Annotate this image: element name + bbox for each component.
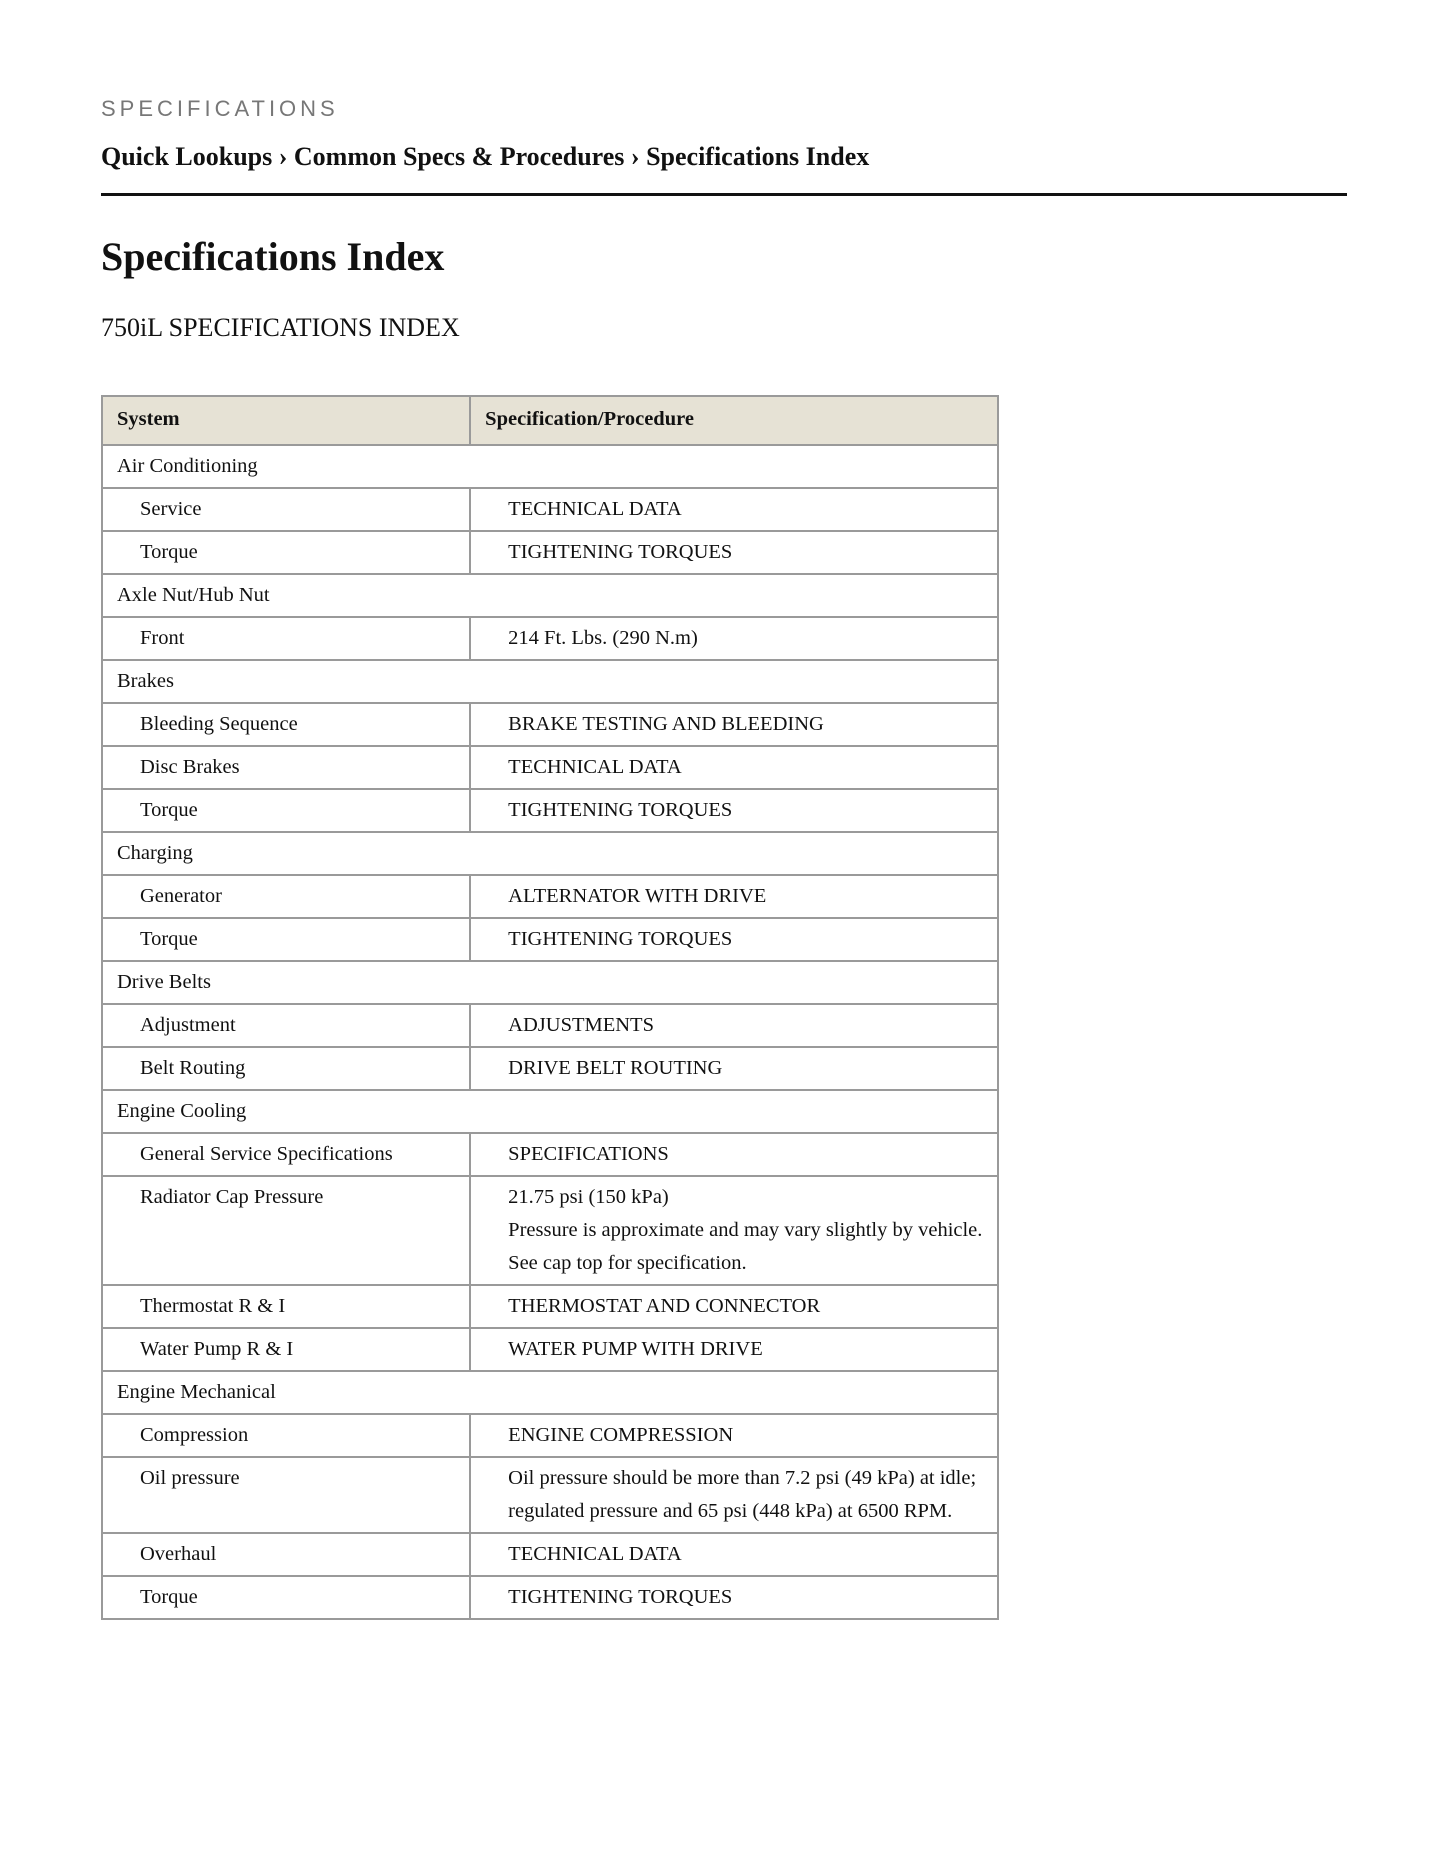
spec-text: DRIVE BELT ROUTING: [508, 1057, 723, 1079]
breadcrumb: Quick Lookups › Common Specs & Procedures › Specifications Index: [101, 140, 1347, 196]
system-item: Generator: [102, 875, 470, 918]
spec-text: TIGHTENING TORQUES: [508, 799, 733, 821]
table-body: [102, 445, 998, 1619]
spec-text: SPECIFICATIONS: [508, 1143, 669, 1165]
spec-text: 214 Ft. Lbs. (290 N.m): [508, 627, 698, 649]
table-row: [102, 1328, 998, 1371]
system-group-name: Engine Cooling: [102, 1090, 998, 1133]
system-item: Radiator Cap Pressure: [102, 1176, 470, 1285]
system-item: General Service Specifications: [102, 1133, 470, 1176]
spec-cell: [470, 531, 998, 574]
system-group-name: Engine Mechanical: [102, 1371, 998, 1414]
table-row: [102, 1176, 998, 1285]
table-group-row: [102, 574, 998, 617]
spec-text: 21.75 psi (150 kPa): [508, 1186, 669, 1208]
table-row: [102, 875, 998, 918]
spec-cell: [470, 746, 998, 789]
spec-text: TECHNICAL DATA: [508, 498, 682, 520]
table-group-row: [102, 1090, 998, 1133]
spec-text: ALTERNATOR WITH DRIVE: [508, 885, 767, 907]
table-row: [102, 1414, 998, 1457]
spec-text: WATER PUMP WITH DRIVE: [508, 1338, 763, 1360]
system-item: Water Pump R & I: [102, 1328, 470, 1371]
spec-text: TECHNICAL DATA: [508, 1543, 682, 1565]
system-item: Adjustment: [102, 1004, 470, 1047]
table-group-row: [102, 1371, 998, 1414]
spec-cell: [470, 1176, 998, 1285]
system-item: Torque: [102, 918, 470, 961]
spec-cell: [470, 1328, 998, 1371]
system-group-name: Drive Belts: [102, 961, 998, 1004]
spec-cell: [470, 1533, 998, 1576]
table-group-row: [102, 832, 998, 875]
spec-text: TECHNICAL DATA: [508, 756, 682, 778]
spec-cell: [470, 1414, 998, 1457]
table-group-row: [102, 660, 998, 703]
system-item: Torque: [102, 531, 470, 574]
spec-text: TIGHTENING TORQUES: [508, 928, 733, 950]
spec-cell: [470, 1004, 998, 1047]
spec-text: Pressure is approximate and may vary slightly by vehicle. See cap top for specification.: [508, 1219, 983, 1274]
page-title: Specifications Index: [101, 234, 445, 279]
table-row: [102, 1457, 998, 1533]
specifications-table: [101, 395, 999, 1620]
spec-cell: [470, 1576, 998, 1619]
table-row: [102, 1047, 998, 1090]
spec-cell: [470, 1047, 998, 1090]
system-item: Front: [102, 617, 470, 660]
system-group-name: Air Conditioning: [102, 445, 998, 488]
column-header-spec: Specification/Procedure: [470, 396, 998, 445]
spec-cell: [470, 918, 998, 961]
spec-text: TIGHTENING TORQUES: [508, 1586, 733, 1608]
system-item: Service: [102, 488, 470, 531]
table-row: [102, 703, 998, 746]
table-row: [102, 1133, 998, 1176]
section-label: SPECIFICATIONS: [101, 96, 339, 121]
spec-cell: [470, 617, 998, 660]
spec-text: ADJUSTMENTS: [508, 1014, 654, 1036]
system-item: Torque: [102, 789, 470, 832]
system-group-name: Axle Nut/Hub Nut: [102, 574, 998, 617]
system-item: Oil pressure: [102, 1457, 470, 1533]
system-item: Thermostat R & I: [102, 1285, 470, 1328]
table-row: [102, 1285, 998, 1328]
column-header-system: System: [102, 396, 470, 445]
spec-text: ENGINE COMPRESSION: [508, 1424, 734, 1446]
table-row: [102, 789, 998, 832]
table-row: [102, 1533, 998, 1576]
table-row: [102, 617, 998, 660]
spec-cell: [470, 488, 998, 531]
table-row: [102, 746, 998, 789]
table-row: [102, 1576, 998, 1619]
table-header-row: [102, 396, 998, 445]
spec-cell: [470, 1133, 998, 1176]
spec-text: Oil pressure should be more than 7.2 psi (49 kPa) at idle; regulated pressure and 65 psi (448 kPa) at 6500 RPM.: [508, 1467, 977, 1522]
spec-cell: [470, 789, 998, 832]
system-item: Belt Routing: [102, 1047, 470, 1090]
table-row: [102, 918, 998, 961]
page-subtitle: 750iL SPECIFICATIONS INDEX: [101, 313, 460, 342]
spec-cell: [470, 1457, 998, 1533]
spec-text: BRAKE TESTING AND BLEEDING: [508, 713, 824, 735]
system-item: Torque: [102, 1576, 470, 1619]
system-item: Bleeding Sequence: [102, 703, 470, 746]
spec-cell: [470, 875, 998, 918]
system-group-name: Brakes: [102, 660, 998, 703]
system-item: Disc Brakes: [102, 746, 470, 789]
spec-cell: [470, 703, 998, 746]
table-row: [102, 531, 998, 574]
spec-cell: [470, 1285, 998, 1328]
system-item: Compression: [102, 1414, 470, 1457]
spec-text: TIGHTENING TORQUES: [508, 541, 733, 563]
system-item: Overhaul: [102, 1533, 470, 1576]
table-row: [102, 488, 998, 531]
table-row: [102, 1004, 998, 1047]
system-group-name: Charging: [102, 832, 998, 875]
table-group-row: [102, 961, 998, 1004]
table-group-row: [102, 445, 998, 488]
spec-text: THERMOSTAT AND CONNECTOR: [508, 1295, 821, 1317]
